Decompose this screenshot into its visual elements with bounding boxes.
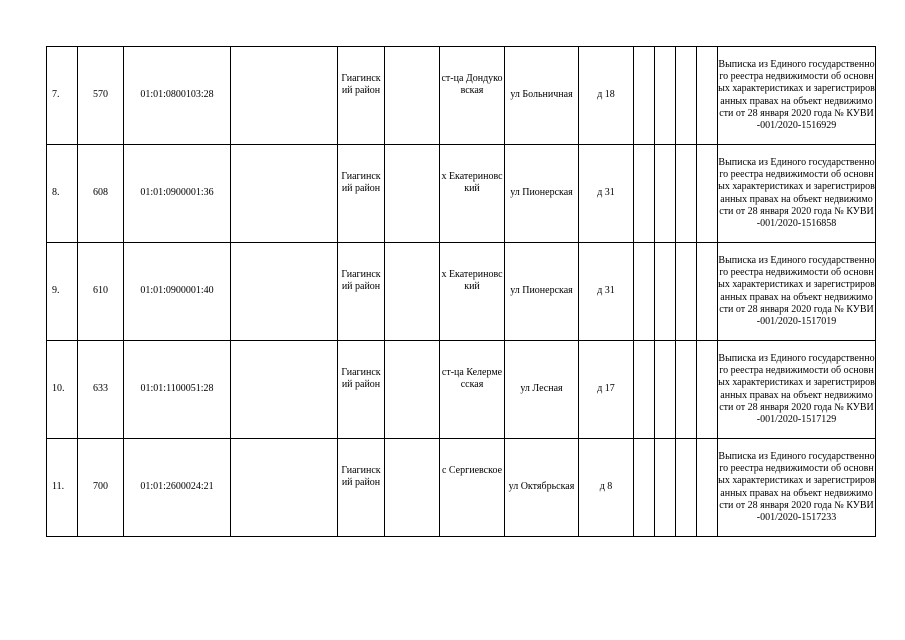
- empty-cell: [676, 439, 697, 537]
- empty-cell: [697, 145, 718, 243]
- district-cell: [338, 341, 385, 439]
- settlement-cell: [440, 145, 505, 243]
- empty-cell: [697, 47, 718, 145]
- table-row: [47, 341, 876, 439]
- registry-number: 633: [78, 341, 124, 439]
- source-document-cell: Выписка из Единого государственного реестра недвижимости об основных характеристиках и зарегистрированных правах на объект недвижимости от 28 января 2020 года № КУВИ-001/2020-1517233: [718, 439, 876, 537]
- registry-number: 608: [78, 145, 124, 243]
- street-cell: ул Октябрьская: [505, 439, 579, 537]
- empty-cell: [655, 145, 676, 243]
- empty-cell: [385, 439, 440, 537]
- house-cell: д 18: [579, 47, 634, 145]
- empty-cell: [634, 439, 655, 537]
- empty-cell: [676, 47, 697, 145]
- empty-cell: [634, 145, 655, 243]
- empty-cell: [697, 341, 718, 439]
- empty-cell: [634, 243, 655, 341]
- district-cell: [338, 439, 385, 537]
- empty-cell: [697, 243, 718, 341]
- empty-cell: [676, 145, 697, 243]
- settlement-cell: [440, 243, 505, 341]
- district-text: Гиагинский район: [341, 465, 381, 489]
- district-text: Гиагинский район: [341, 367, 381, 391]
- settlement-text: х Екатериновский: [441, 269, 503, 293]
- row-number: 7.: [47, 47, 78, 145]
- cadastral-number: 01:01:1100051:28: [124, 341, 231, 439]
- empty-cell: [655, 341, 676, 439]
- table-row: [47, 439, 876, 537]
- property-table: [46, 46, 876, 537]
- cadastral-number: 01:01:0900001:36: [124, 145, 231, 243]
- source-document-cell: Выписка из Единого государственного реестра недвижимости об основных характеристиках и зарегистрированных правах на объект недвижимости от 28 января 2020 года № КУВИ-001/2020-1517129: [718, 341, 876, 439]
- empty-cell: [231, 439, 338, 537]
- source-document-cell: Выписка из Единого государственного реестра недвижимости об основных характеристиках и зарегистрированных правах на объект недвижимости от 28 января 2020 года № КУВИ-001/2020-1517019: [718, 243, 876, 341]
- cadastral-number: 01:01:2600024:21: [124, 439, 231, 537]
- street-cell: ул Лесная: [505, 341, 579, 439]
- cadastral-number: 01:01:0900001:40: [124, 243, 231, 341]
- district-cell: [338, 145, 385, 243]
- empty-cell: [385, 47, 440, 145]
- district-cell: [338, 47, 385, 145]
- street-cell: ул Пионерская: [505, 145, 579, 243]
- settlement-text: ст-ца Келермесская: [441, 367, 503, 391]
- settlement-text: с Сергиевское: [441, 465, 503, 476]
- settlement-cell: [440, 47, 505, 145]
- empty-cell: [676, 341, 697, 439]
- row-number: 10.: [47, 341, 78, 439]
- registry-number: 610: [78, 243, 124, 341]
- empty-cell: [231, 47, 338, 145]
- row-number: 8.: [47, 145, 78, 243]
- table-row: [47, 243, 876, 341]
- empty-cell: [634, 47, 655, 145]
- table-row: [47, 145, 876, 243]
- house-cell: д 17: [579, 341, 634, 439]
- registry-number: 700: [78, 439, 124, 537]
- empty-cell: [676, 243, 697, 341]
- house-cell: д 31: [579, 243, 634, 341]
- row-number: 11.: [47, 439, 78, 537]
- empty-cell: [655, 439, 676, 537]
- table-row: [47, 47, 876, 145]
- empty-cell: [655, 47, 676, 145]
- empty-cell: [697, 439, 718, 537]
- settlement-cell: [440, 439, 505, 537]
- empty-cell: [231, 243, 338, 341]
- house-cell: д 31: [579, 145, 634, 243]
- district-text: Гиагинский район: [341, 171, 381, 195]
- settlement-text: ст-ца Дондуковская: [441, 73, 503, 97]
- row-number: 9.: [47, 243, 78, 341]
- empty-cell: [655, 243, 676, 341]
- district-text: Гиагинский район: [341, 269, 381, 293]
- empty-cell: [385, 243, 440, 341]
- registry-number: 570: [78, 47, 124, 145]
- district-text: Гиагинский район: [341, 73, 381, 97]
- source-document-cell: Выписка из Единого государственного реестра недвижимости об основных характеристиках и зарегистрированных правах на объект недвижимости от 28 января 2020 года № КУВИ-001/2020-1516858: [718, 145, 876, 243]
- empty-cell: [231, 341, 338, 439]
- empty-cell: [385, 145, 440, 243]
- district-cell: [338, 243, 385, 341]
- source-document-cell: Выписка из Единого государственного реестра недвижимости об основных характеристиках и зарегистрированных правах на объект недвижимости от 28 января 2020 года № КУВИ-001/2020-1516929: [718, 47, 876, 145]
- street-cell: ул Больничная: [505, 47, 579, 145]
- empty-cell: [231, 145, 338, 243]
- empty-cell: [634, 341, 655, 439]
- street-cell: ул Пионерская: [505, 243, 579, 341]
- settlement-cell: [440, 341, 505, 439]
- settlement-text: х Екатериновский: [441, 171, 503, 195]
- cadastral-number: 01:01:0800103:28: [124, 47, 231, 145]
- house-cell: д 8: [579, 439, 634, 537]
- empty-cell: [385, 341, 440, 439]
